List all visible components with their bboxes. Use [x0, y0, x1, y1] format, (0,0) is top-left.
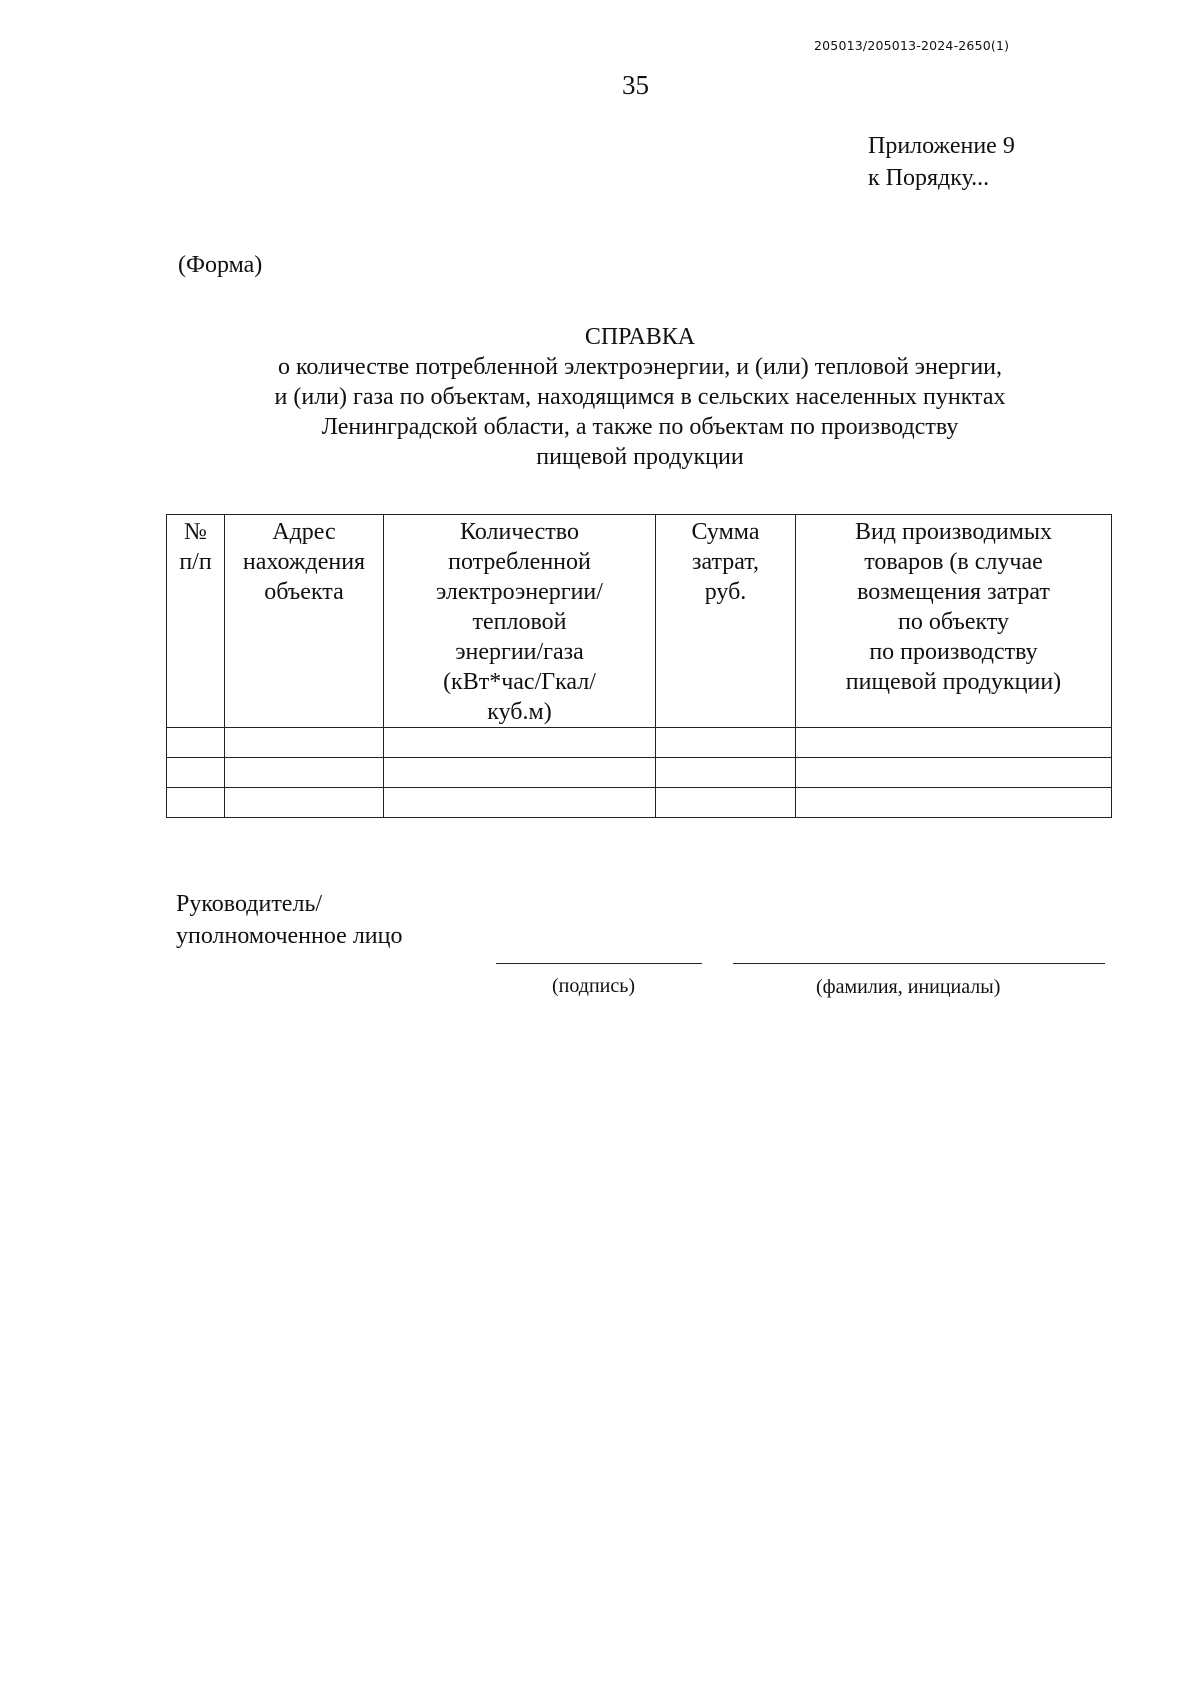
table-row: [167, 758, 1112, 788]
header-line: электроэнергии/: [436, 579, 603, 605]
column-header-address: [225, 515, 384, 728]
column-header-quantity: [384, 515, 656, 728]
header-line: затрат,: [691, 549, 759, 575]
table-cell[interactable]: [225, 788, 384, 818]
table-cell[interactable]: [167, 728, 225, 758]
table-cell[interactable]: [225, 728, 384, 758]
document-subtitle-line: о количестве потребленной электроэнергии, и (или) тепловой энергии,: [277, 354, 1003, 380]
table-cell[interactable]: [796, 788, 1112, 818]
header-line: №: [184, 519, 207, 545]
header-line: Сумма: [691, 519, 760, 545]
header-line: по производству: [869, 639, 1038, 665]
table-cell[interactable]: [384, 788, 656, 818]
table-row: [167, 788, 1112, 818]
table-row: [167, 728, 1112, 758]
table-cell[interactable]: [384, 758, 656, 788]
signature-caption: (подпись): [552, 975, 636, 997]
table-header-row: [167, 515, 1112, 728]
header-line: Адрес: [272, 519, 336, 545]
page-number: 35: [622, 70, 649, 100]
signature-line[interactable]: [496, 963, 702, 964]
header-line: (кВт*час/Гкал/: [443, 669, 596, 695]
header-line: объекта: [264, 579, 344, 605]
header-line: нахождения: [242, 549, 366, 575]
table-cell[interactable]: [384, 728, 656, 758]
header-line: п/п: [179, 549, 212, 575]
appendix-line: Приложение 9: [868, 133, 1015, 159]
document-title: СПРАВКА: [584, 324, 696, 350]
header-line: Количество: [460, 519, 579, 545]
header-line: руб.: [704, 579, 747, 605]
table-cell[interactable]: [656, 758, 796, 788]
document-subtitle-line: и (или) газа по объектам, находящимся в сельских населенных пунктах: [274, 384, 1006, 410]
header-line: товаров (в случае: [864, 549, 1043, 575]
signatory-label-line: Руководитель/: [176, 891, 323, 917]
header-line: тепловой: [472, 609, 567, 635]
document-title-block: [180, 322, 1100, 472]
header-line: возмещения затрат: [857, 579, 1050, 605]
signatory-label: [176, 888, 402, 952]
appendix-reference: [868, 130, 1015, 194]
table-cell[interactable]: [796, 728, 1112, 758]
form-label: (Форма): [178, 252, 263, 278]
table-cell[interactable]: [796, 758, 1112, 788]
column-header-number: [167, 515, 225, 728]
header-line: Вид производимых: [854, 519, 1053, 545]
header-line: энергии/газа: [455, 639, 584, 665]
header-line: пищевой продукции): [845, 669, 1062, 695]
name-caption: (фамилия, инициалы): [816, 976, 1001, 998]
table-cell[interactable]: [656, 788, 796, 818]
signatory-label-line: уполномоченное лицо: [176, 923, 403, 949]
name-line[interactable]: [733, 963, 1105, 964]
form-table: [166, 514, 1112, 818]
table-cell[interactable]: [167, 758, 225, 788]
document-subtitle-line: Ленинградской области, а также по объектам по производству: [321, 414, 959, 440]
table-cell[interactable]: [656, 728, 796, 758]
header-line: по объекту: [897, 609, 1010, 635]
header-line: куб.м): [487, 699, 552, 725]
table-cell[interactable]: [225, 758, 384, 788]
table-cell[interactable]: [167, 788, 225, 818]
document-subtitle-line: пищевой продукции: [536, 444, 744, 470]
appendix-line: к Порядку...: [868, 165, 990, 191]
document-code: 205013/205013-2024-2650(1): [814, 38, 1010, 53]
column-header-cost: [656, 515, 796, 728]
column-header-goods-type: [796, 515, 1112, 728]
header-line: потребленной: [448, 549, 591, 575]
